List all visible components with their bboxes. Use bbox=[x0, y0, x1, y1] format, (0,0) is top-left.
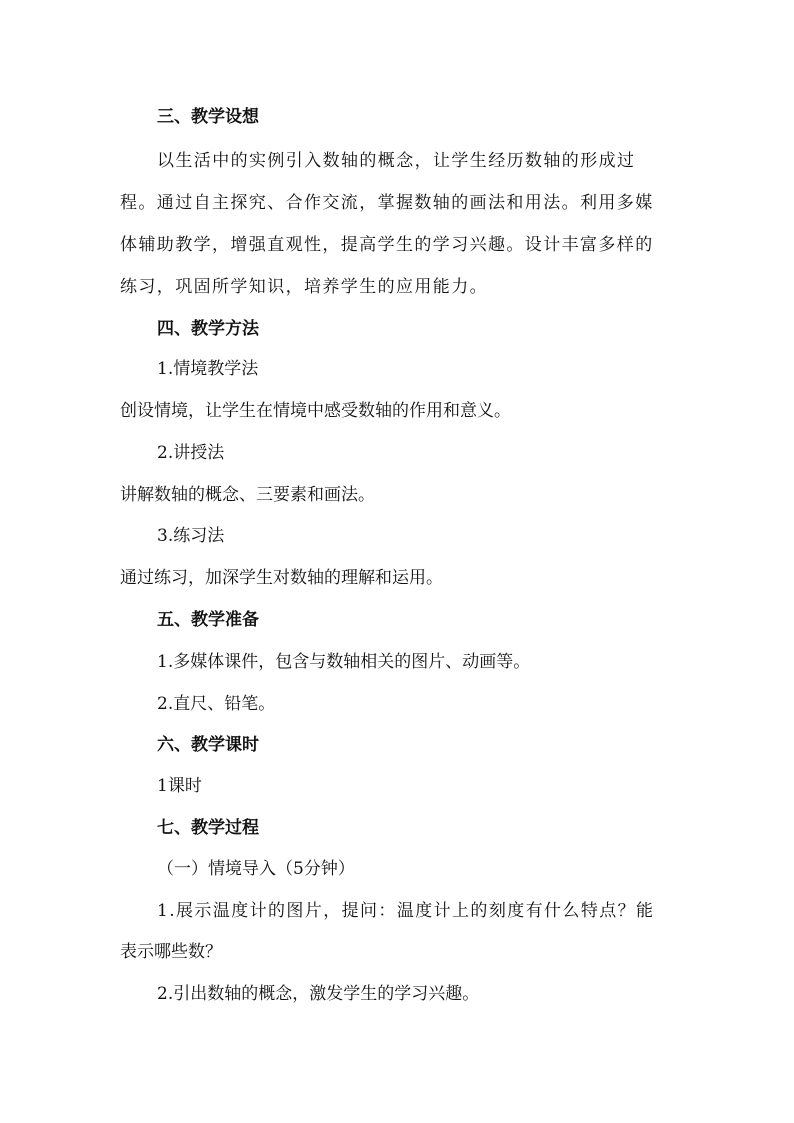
preparation-item: 1.多媒体课件，包含与数轴相关的图片、动画等。 bbox=[157, 652, 531, 672]
section-heading-4: 四、教学方法 bbox=[157, 319, 259, 339]
method-title: 3.练习法 bbox=[157, 526, 225, 546]
method-title: 1.情境教学法 bbox=[157, 359, 259, 379]
method-description: 创设情境，让学生在情境中感受数轴的作用和意义。 bbox=[120, 401, 511, 421]
preparation-item: 2.直尺、铅笔。 bbox=[157, 694, 276, 714]
method-title: 2.讲授法 bbox=[157, 443, 225, 463]
process-item-line: 表示哪些数？ bbox=[120, 942, 222, 962]
method-description: 通过练习，加深学生对数轴的理解和运用。 bbox=[120, 568, 443, 588]
process-item-line: 1.展示温度计的图片，提问：温度计上的刻度有什么特点？能 bbox=[157, 901, 655, 921]
section-heading-6: 六、教学课时 bbox=[157, 735, 259, 755]
method-description: 讲解数轴的概念、三要素和画法。 bbox=[120, 485, 375, 505]
process-item: 2.引出数轴的概念，激发学生的学习兴趣。 bbox=[157, 984, 480, 1004]
paragraph-line: 体辅助教学，增强直观性，提高学生的学习兴趣。设计丰富多样的 bbox=[120, 235, 654, 255]
section-heading-7: 七、教学过程 bbox=[157, 818, 259, 838]
paragraph-line: 程。通过自主探究、合作交流，掌握数轴的画法和用法。利用多媒 bbox=[120, 193, 654, 213]
paragraph-line: 练习，巩固所学知识，培养学生的应用能力。 bbox=[120, 277, 488, 297]
subsection-heading: （一）情境导入（5分钟） bbox=[157, 859, 355, 879]
section-heading-3: 三、教学设想 bbox=[157, 107, 259, 127]
paragraph-line: 以生活中的实例引入数轴的概念，让学生经历数轴的形成过 bbox=[157, 151, 636, 171]
class-hours: 1课时 bbox=[157, 776, 202, 796]
section-heading-5: 五、教学准备 bbox=[157, 610, 259, 630]
